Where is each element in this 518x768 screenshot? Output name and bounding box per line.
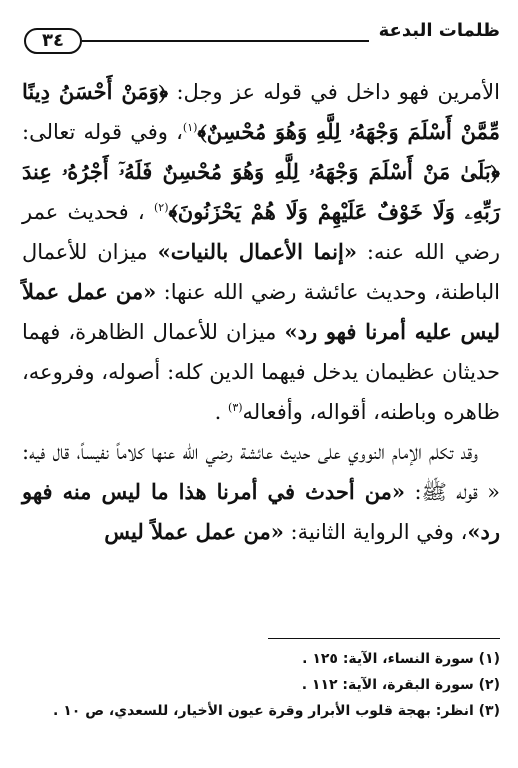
text-run: ، فحديث عمر رضي الله عنه: bbox=[22, 200, 500, 264]
text-run: ميزان للأعمال الباطنة، وحديث عائشة رضي الله عنها: bbox=[22, 240, 500, 304]
text-run: ميزان للأعمال الظاهرة، فهما حديثان عظيمان يدخل فيهما الدين كله: أصوله، وفروعه، ظاهره وباطنه، أقواله، وأفعاله bbox=[22, 320, 500, 424]
hadith-quote: «من عمل عملاً ليس عليه أمرنا فهو رد» bbox=[22, 279, 500, 344]
quran-verse: ﴿وَمَنْ أَحْسَنُ دِينًا مِّمَّنْ أَسْلَمَ وَجْهَهُۥ لِلَّهِ وَهُوَ مُحْسِنٌ﴾ bbox=[22, 79, 500, 144]
footnote-2: (٢) سورة البقرة، الآية: ١١٢ . bbox=[301, 677, 500, 693]
paragraph-2 bbox=[22, 432, 500, 552]
footnote-1: (١) سورة النساء، الآية: ١٢٥ . bbox=[302, 651, 500, 667]
quran-verse: ﴿بَلَىٰ مَنْ أَسْلَمَ وَجْهَهُۥ لِلَّهِ وَهُوَ مُحْسِنٌ فَلَهُۥٓ أَجْرُهُۥ عِندَ رَبِّهِۦ وَلَا خَوْفٌ عَلَيْهِمْ وَلَا هُمْ يَحْزَنُونَ﴾ bbox=[22, 159, 500, 224]
hadith-quote: «إنما الأعمال بالنيات» bbox=[157, 239, 357, 264]
main-text bbox=[22, 72, 500, 552]
hadith-quote: «من عمل عملاً ليس bbox=[104, 519, 284, 544]
footnote-separator bbox=[268, 638, 500, 639]
footnote-marker: (٣) bbox=[228, 401, 243, 414]
footnotes bbox=[22, 646, 500, 724]
footnote-marker: (٢) bbox=[153, 201, 169, 214]
footnote-marker: (١) bbox=[182, 121, 198, 134]
running-title: ظلمات البدعة bbox=[369, 20, 500, 42]
footnote-3: (٣) انظر: بهجة قلوب الأبرار وقرة عيون الأخيار، للسعدي، ص ١٠ . bbox=[53, 703, 500, 719]
hadith-quote: «من أحدث في أمرنا هذا ما ليس منه فهو رد» bbox=[22, 479, 500, 544]
page-header bbox=[22, 20, 500, 58]
text-run: . bbox=[214, 400, 229, 424]
text-run: الأمرين فهو داخل في قوله عز وجل: bbox=[168, 80, 500, 104]
text-run: ، وفي قوله تعالى: bbox=[22, 120, 183, 144]
paragraph-1 bbox=[22, 72, 500, 432]
text-run: وقد تكلم الإمام النووي على حديث عائشة رضي الله عنها كلاماً نفيساً، قال فيه: « قوله ﷺ: bbox=[22, 440, 500, 504]
page-number: ٣٤ bbox=[24, 28, 82, 54]
text-run: ، وفي الرواية الثانية: bbox=[283, 520, 468, 544]
